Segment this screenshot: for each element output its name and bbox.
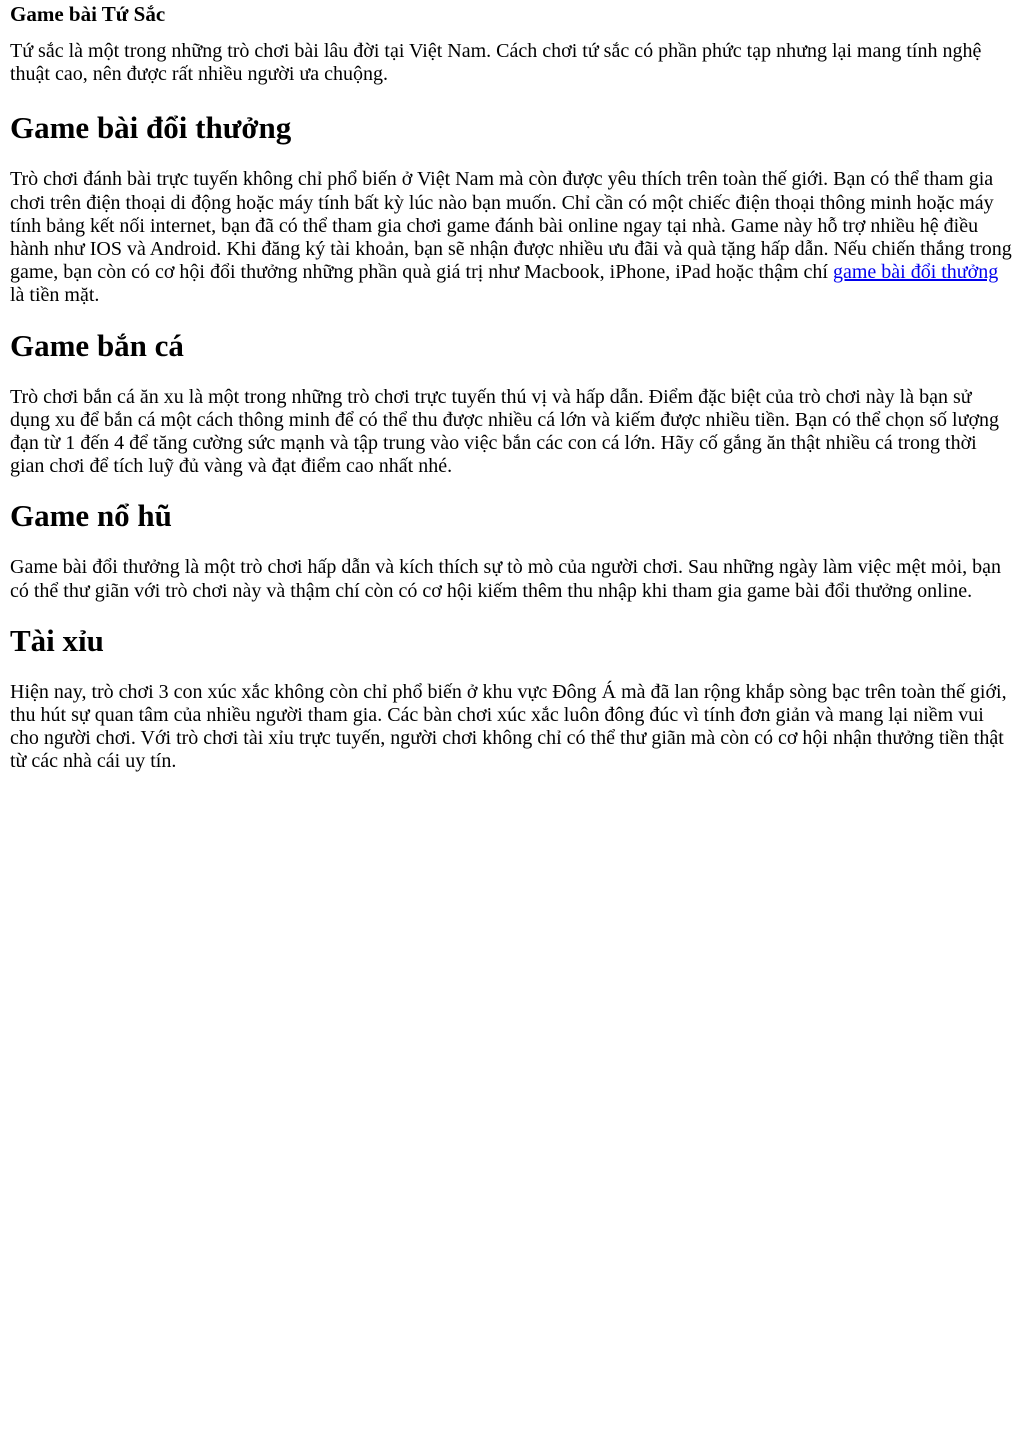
paragraph-text: Trò chơi đánh bài trực tuyến không chỉ phổ biến ở Việt Nam mà còn được yêu thích trên toàn thế giới. Bạn có thể tham gia chơi trên điện thoại di động hoặc máy tính bất kỳ lúc nào bạn muốn. Chỉ cần có một chiếc điện thoại thông minh hoặc máy tính bảng kết nối internet, bạn đã có thể tham gia chơi game đánh bài online ngay tại nhà. Game này hỗ trợ nhiều hệ điều hành như IOS và Android. Khi đăng ký tài khoản, bạn sẽ nhận được nhiều ưu đãi và quà tặng hấp dẫn. Nếu chiến thắng trong game, bạn còn có cơ hội đổi thưởng những phần quà giá trị như Macbook, iPhone, iPad hoặc thậm chí (10, 168, 1012, 284)
intro-paragraph: Tứ sắc là một trong những trò chơi bài lâu đời tại Việt Nam. Cách chơi tứ sắc có phần phức tạp nhưng lại mang tính nghệ thuật cao, nên được rất nhiều người ưa chuộng. (10, 40, 982, 86)
section-heading-game-bai-doi-thuong: Game bài đổi thưởng (10, 110, 292, 146)
section-heading-game-no-hu: Game nổ hũ (10, 498, 172, 534)
page-title: Game bài Tứ Sắc (10, 2, 166, 26)
section-paragraph-game-ban-ca: Trò chơi bắn cá ăn xu là một trong những trò chơi trực tuyến thú vị và hấp dẫn. Điểm đặc biệt của trò chơi này là bạn sử dụng xu để bắn cá một cách thông minh để có thể thu được nhiều cá lớn và kiếm được nhiều tiền. Bạn có thể chọn số lượng đạn từ 1 đến 4 để tăng cường sức mạnh và tập trung vào việc bắn các con cá lớn. Hãy cố gắng ăn thật nhiều cá trong thời gian chơi để tích luỹ đủ vàng và đạt điểm cao nhất nhé. (10, 385, 1000, 478)
game-bai-doi-thuong-link[interactable]: game bài đổi thưởng (832, 261, 999, 284)
section-paragraph-game-no-hu: Game bài đổi thưởng là một trò chơi hấp dẫn và kích thích sự tò mò của người chơi. Sau những ngày làm việc mệt mỏi, bạn có thể thư giãn với trò chơi này và thậm chí còn có cơ hội kiếm thêm thu nhập khi tham gia game bài đổi thưởng online. (10, 556, 1002, 602)
section-paragraph-game-bai-doi-thuong (10, 168, 1014, 307)
paragraph-text: là tiền mặt. (10, 284, 100, 307)
section-heading-game-ban-ca: Game bắn cá (10, 327, 184, 363)
section-heading-tai-xiu: Tài xỉu (10, 622, 104, 658)
section-paragraph-tai-xiu: Hiện nay, trò chơi 3 con xúc xắc không còn chỉ phổ biến ở khu vực Đông Á mà đã lan rộng khắp sòng bạc trên toàn thế giới, thu hút sự quan tâm của nhiều người tham gia. Các bàn chơi xúc xắc luôn đông đúc vì tính đơn giản và mang lại niềm vui cho người chơi. Với trò chơi tài xỉu trực tuyến, người chơi không chỉ có thể thư giãn mà còn có cơ hội nhận thưởng tiền thật từ các nhà cái uy tín. (10, 680, 1007, 773)
document-page (0, 2, 1024, 774)
